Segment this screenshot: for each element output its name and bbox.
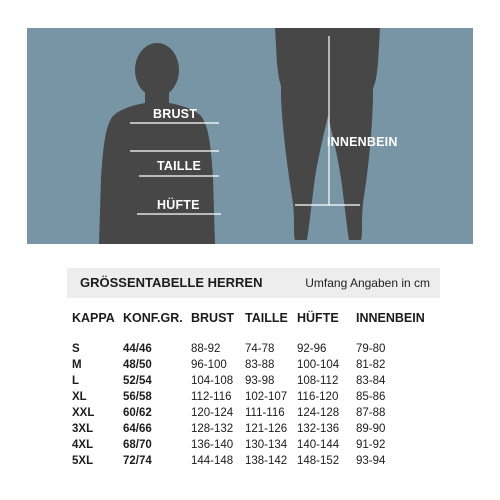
size-cell: L [72, 375, 80, 387]
waist-cell: 83-88 [245, 359, 275, 371]
hips-cell: 140-144 [297, 439, 340, 451]
inseam-cell: 83-84 [356, 375, 386, 387]
table-row [72, 437, 425, 453]
inseam-cell: 87-88 [356, 407, 386, 419]
hips-cell: 148-152 [297, 455, 340, 467]
silhouettes [27, 28, 473, 244]
size-cell: XL [72, 391, 87, 403]
size-cell: M [72, 359, 82, 371]
conf-size-cell: 60/62 [123, 407, 152, 419]
waist-cell: 102-107 [245, 391, 288, 403]
waist-cell: 111-116 [245, 407, 285, 419]
waist-label: TAILLE [157, 159, 202, 173]
table-row [72, 453, 425, 469]
conf-size-cell: 68/70 [123, 439, 152, 451]
size-cell: 5XL [72, 455, 94, 467]
conf-size-cell: 44/46 [123, 343, 152, 355]
chest-cell: 88-92 [191, 343, 221, 355]
chest-cell: 144-148 [191, 455, 234, 467]
waist-cell: 74-78 [245, 343, 275, 355]
waist-cell: 138-142 [245, 455, 288, 467]
chest-cell: 104-108 [191, 375, 234, 387]
size-table [72, 311, 425, 469]
chest-label: BRUST [153, 107, 198, 121]
inseam-label: INNENBEIN [327, 135, 398, 149]
inseam-cell: 91-92 [356, 439, 386, 451]
header-brust: BRUST [191, 311, 235, 325]
table-row [72, 389, 425, 405]
inseam-cell: 79-80 [356, 343, 386, 355]
hips-cell: 108-112 [297, 375, 339, 387]
hips-label: HÜFTE [157, 198, 200, 212]
body-measurement-illustration [27, 28, 473, 244]
chest-cell: 128-132 [191, 423, 234, 435]
conf-size-cell: 56/58 [123, 391, 152, 403]
size-cell: S [72, 343, 80, 355]
header-taille: TAILLE [245, 311, 288, 325]
table-row [72, 357, 425, 373]
table-row [72, 373, 425, 389]
conf-size-cell: 72/74 [123, 455, 152, 467]
header-kappa: KAPPA [72, 311, 115, 325]
size-cell: 3XL [72, 423, 94, 435]
hips-cell: 116-120 [297, 391, 339, 403]
header-huefte: HÜFTE [297, 311, 339, 325]
conf-size-cell: 48/50 [123, 359, 152, 371]
size-chart-title-bar [67, 268, 440, 298]
side-silhouette [275, 28, 380, 240]
inseam-cell: 81-82 [356, 359, 386, 371]
conf-size-cell: 64/66 [123, 423, 152, 435]
inseam-cell: 85-86 [356, 391, 386, 403]
size-cell: XXL [72, 407, 95, 419]
waist-cell: 93-98 [245, 375, 275, 387]
table-row [72, 421, 425, 437]
header-innenbein: INNENBEIN [356, 311, 425, 325]
inseam-cell: 93-94 [356, 455, 386, 467]
size-cell: 4XL [72, 439, 94, 451]
header-konf-gr: KONF.GR. [123, 311, 183, 325]
hips-cell: 92-96 [297, 343, 327, 355]
table-row [72, 405, 425, 421]
inseam-cell: 89-90 [356, 423, 386, 435]
size-chart-title: GRÖSSENTABELLE HERREN [80, 275, 263, 290]
chest-cell: 120-124 [191, 407, 234, 419]
hips-cell: 100-104 [297, 359, 340, 371]
chest-cell: 96-100 [191, 359, 227, 371]
table-row [72, 341, 425, 357]
units-note: Umfang Angaben in cm [305, 276, 430, 290]
conf-size-cell: 52/54 [123, 375, 152, 387]
chest-cell: 136-140 [191, 439, 234, 451]
hips-cell: 124-128 [297, 407, 340, 419]
chest-cell: 112-116 [191, 391, 232, 403]
table-header-row [72, 311, 425, 341]
waist-cell: 130-134 [245, 439, 288, 451]
waist-cell: 121-126 [245, 423, 288, 435]
hips-cell: 132-136 [297, 423, 340, 435]
